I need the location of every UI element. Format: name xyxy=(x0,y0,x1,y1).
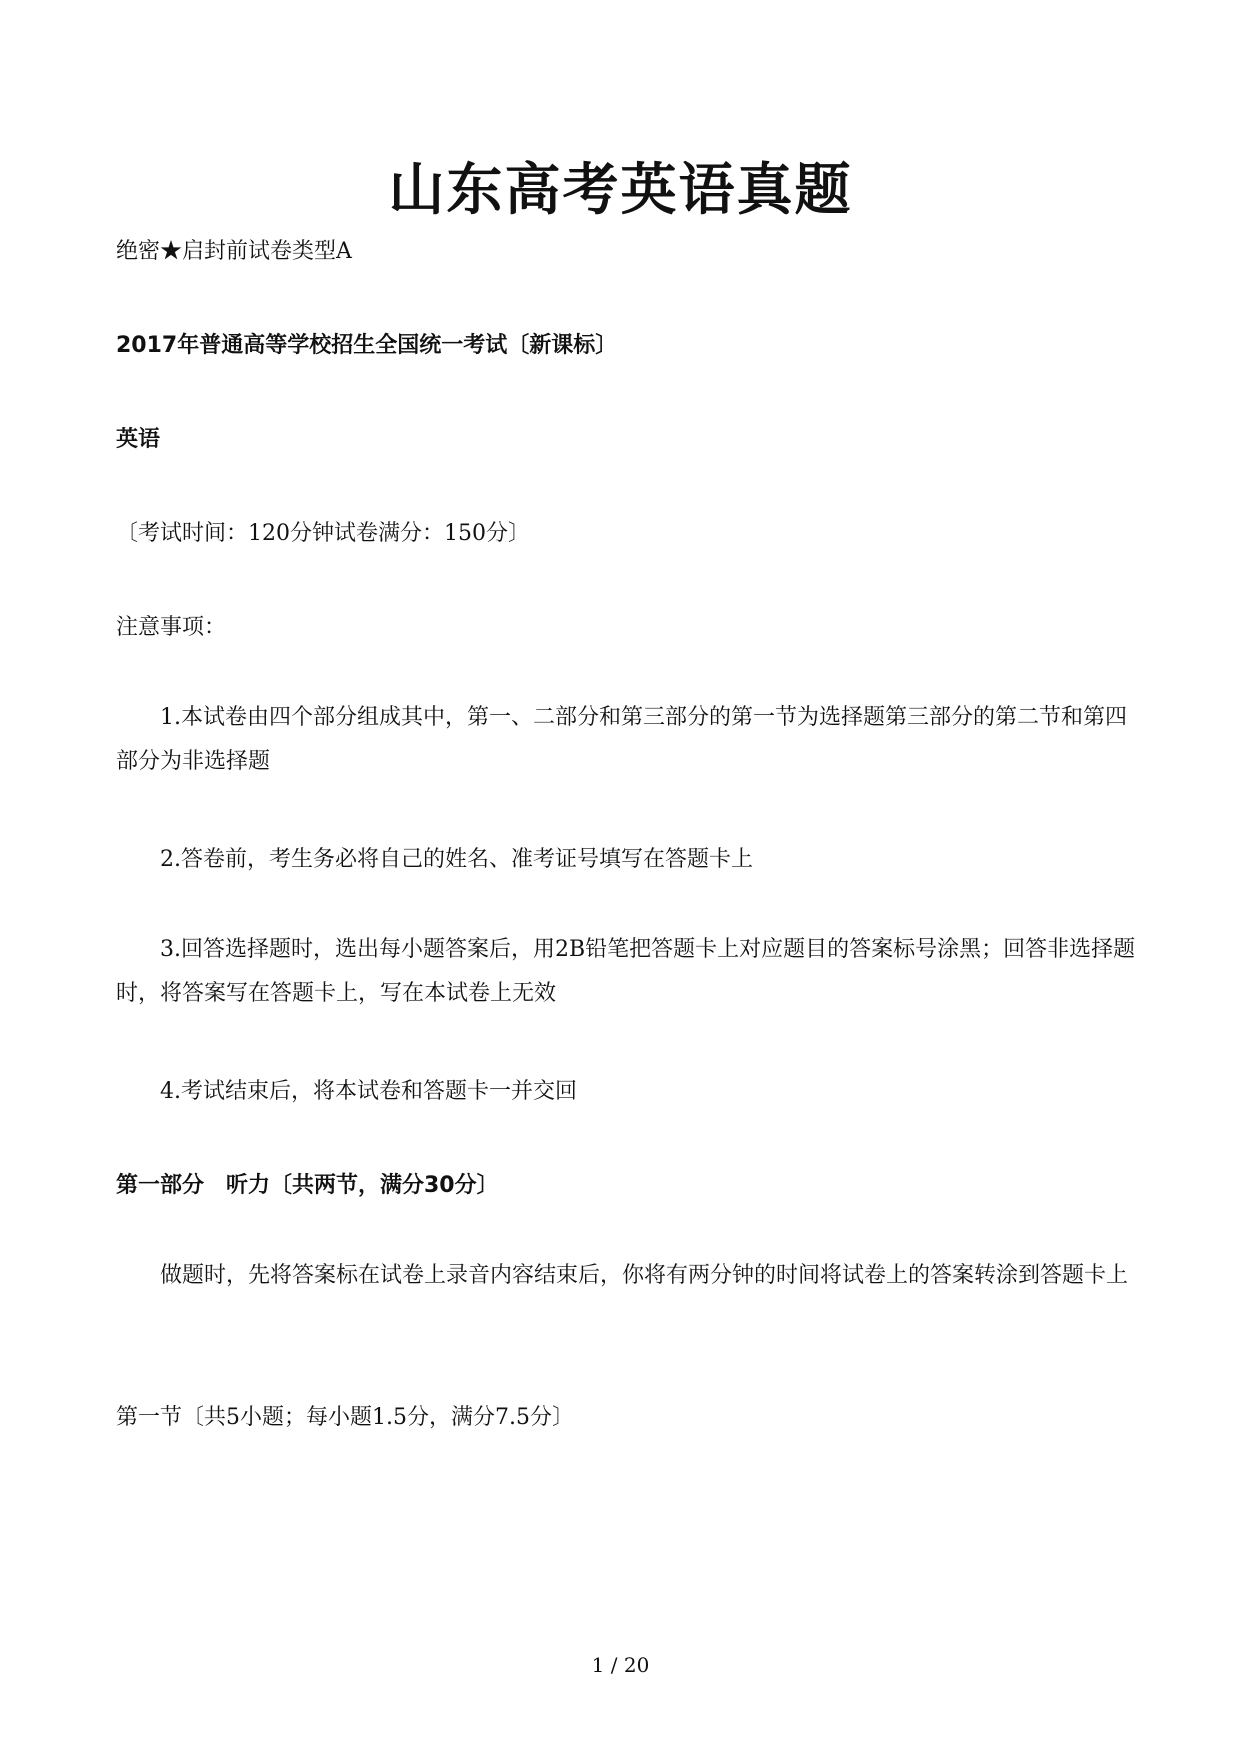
confidential-label: 绝密★启封前试卷类型A xyxy=(116,239,352,264)
page-number: 1 / 20 xyxy=(591,1653,650,1677)
notice-heading: 注意事项： xyxy=(116,615,227,640)
section1-heading: 第一节〔共5小题；每小题1.5分，满分7.5分〕 xyxy=(116,1405,574,1430)
document-title: 山东高考英语真题 xyxy=(388,157,853,223)
subject-heading: 英语 xyxy=(116,427,161,452)
exam-info: 〔考试时间：120分钟试卷满分：150分〕 xyxy=(116,521,530,546)
part1-heading: 第一部分 听力〔共两节，满分30分〕 xyxy=(116,1173,499,1198)
notice-item-3: 3.回答选择题时，选出每小题答案后，用2B铅笔把答题卡上对应题目的答案标号涂黑；回答非选择题时，将答案写在答题卡上，写在本试卷上无效 xyxy=(116,937,1136,1006)
part1-instructions: 做题时，先将答案标在试卷上录音内容结束后，你将有两分钟的时间将试卷上的答案转涂到答题卡上 xyxy=(160,1263,1129,1288)
notice-item-4: 4.考试结束后，将本试卷和答题卡一并交回 xyxy=(160,1079,577,1104)
exam-name: 2017年普通高等学校招生全国统一考试〔新课标〕 xyxy=(116,333,618,358)
notice-item-2: 2.答卷前，考生务必将自己的姓名、准考证号填写在答题卡上 xyxy=(160,847,753,872)
notice-item-1: 1.本试卷由四个部分组成其中，第一、二部分和第三部分的第一节为选择题第三部分的第二节和第四部分为非选择题 xyxy=(116,705,1127,774)
